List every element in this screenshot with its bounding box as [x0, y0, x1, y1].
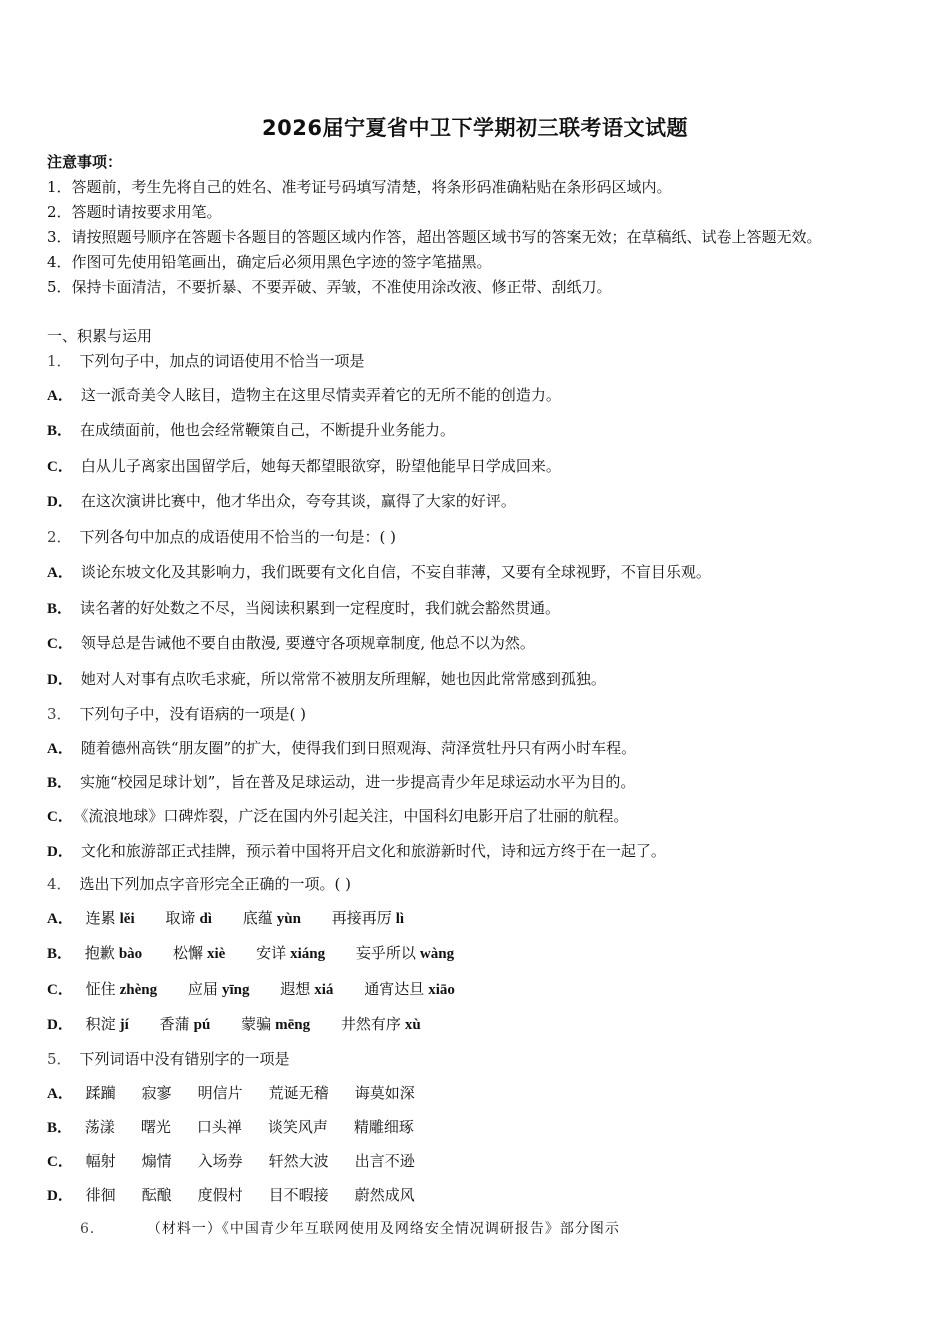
question-1-stem [47, 351, 365, 371]
term [188, 979, 250, 1000]
question-text: 下列句子中，加点的词语使用不恰当一项是 [79, 352, 365, 370]
word: 蹂躏 [85, 1084, 116, 1102]
word: 出言不逊 [354, 1152, 415, 1170]
q4-option-c[interactable] [47, 979, 481, 1000]
term-word: 井然有序 [340, 1015, 401, 1033]
option-text: 这一派奇美令人眩目，造物主在这里尽情卖弄着它的无所不能的创造力。 [80, 386, 561, 404]
term-word: 蒙骗 [241, 1015, 272, 1033]
term-word: 遐想 [280, 980, 311, 998]
term [341, 1014, 421, 1035]
term-pinyin: pú [193, 1017, 211, 1033]
option-text: 文化和旅游部正式挂牌，预示着中国将开启文化和旅游新时代，诗和远方终于在一起了。 [80, 842, 666, 860]
term-word: 香蒲 [159, 1015, 190, 1033]
term-pinyin: yīng [221, 982, 250, 998]
word: 徘徊 [85, 1186, 116, 1204]
word: 轩然大波 [268, 1152, 329, 1170]
option-label: A． [47, 388, 73, 404]
term [241, 1014, 310, 1035]
term [86, 908, 135, 929]
term-word: 通宵达旦 [364, 980, 425, 998]
question-number: 1． [47, 352, 72, 370]
word: 酝酿 [141, 1186, 172, 1204]
term-word: 连累 [85, 909, 116, 927]
term-word: 取谛 [165, 909, 196, 927]
q1-option-c[interactable] [47, 456, 561, 477]
question-text: 下列句子中，没有语病的一项是( ) [79, 705, 307, 723]
word: 明信片 [197, 1084, 243, 1102]
word: 精雕细琢 [353, 1118, 414, 1136]
q3-option-b[interactable] [47, 772, 635, 793]
q3-option-a[interactable] [47, 738, 636, 759]
notice-heading: 注意事项： [47, 153, 123, 171]
question-5-stem [47, 1049, 290, 1069]
word: 蔚然成风 [354, 1186, 415, 1204]
option-text: 谈论东坡文化及其影响力，我们既要有文化自信，不妄自菲薄，又要有全球视野，不盲目乐观。 [80, 563, 711, 581]
question-number: 5． [47, 1050, 72, 1068]
q2-option-c[interactable] [47, 633, 535, 654]
term-pinyin: mēng [275, 1017, 311, 1033]
option-label: A． [47, 1086, 73, 1102]
term-word: 再接再厉 [331, 909, 392, 927]
option-label: B． [47, 946, 73, 962]
term-word: 底蕴 [242, 909, 273, 927]
term [165, 908, 212, 929]
notice-item: 4．作图可先使用铅笔画出，确定后必须用黑色字迹的签字笔描黑。 [47, 253, 492, 271]
word: 幅射 [85, 1152, 116, 1170]
option-label: A． [47, 911, 73, 927]
term-pinyin: xiá [314, 982, 334, 998]
q5-option-b[interactable] [47, 1117, 440, 1138]
q1-option-a[interactable] [47, 385, 561, 406]
q3-option-c[interactable] [47, 806, 628, 827]
term-pinyin: lì [395, 911, 405, 927]
term-word: 松懈 [172, 944, 203, 962]
term-word: 怔住 [85, 980, 116, 998]
word: 荡漾 [84, 1118, 115, 1136]
option-label: B． [47, 775, 73, 791]
question-text: 选出下列加点字音形完全正确的一项。( ) [79, 875, 352, 893]
option-text: 《流浪地球》口碑炸裂，广泛在国内外引起关注，中国科幻电影开启了壮丽的航程。 [80, 807, 629, 825]
option-label: B． [47, 601, 73, 617]
q4-option-a[interactable] [47, 908, 430, 929]
notice-item: 5．保持卡面清洁，不要折暴、不要弄破、弄皱，不准使用涂改液、修正带、刮纸刀。 [47, 278, 612, 296]
term-pinyin: wàng [419, 946, 455, 962]
q2-option-d[interactable] [47, 669, 606, 690]
word: 入场券 [197, 1152, 243, 1170]
option-text: 读名著的好处数之不尽，当阅读积累到一定程度时，我们就会豁然贯通。 [80, 599, 561, 617]
term-pinyin: xiāo [428, 982, 455, 998]
q4-option-b[interactable] [47, 943, 480, 964]
term [356, 943, 454, 964]
q4-option-d[interactable] [47, 1014, 447, 1035]
q5-option-d[interactable] [47, 1185, 441, 1206]
page-title: 2026届宁夏省中卫下学期初三联考语文试题 [262, 116, 688, 140]
term [86, 979, 158, 1000]
q3-option-d[interactable] [47, 841, 666, 862]
option-label: C． [47, 459, 73, 475]
question-text: 下列词语中没有错别字的一项是 [79, 1050, 290, 1068]
q2-option-b[interactable] [47, 598, 560, 619]
term-pinyin: xiáng [290, 946, 326, 962]
q5-option-a[interactable] [47, 1083, 441, 1104]
option-label: B． [47, 423, 73, 439]
term-word: 积淀 [85, 1015, 116, 1033]
term [364, 979, 455, 1000]
term [332, 908, 404, 929]
option-label: D． [47, 672, 73, 688]
option-label: A． [47, 565, 73, 581]
option-text: 白从儿子离家出国留学后，她每天都望眼欲穿，盼望他能早日学成回来。 [80, 457, 561, 475]
option-text: 随着德州高铁“朋友圈”的扩大，使得我们到日照观海、菏泽赏牡丹只有两小时车程。 [80, 739, 637, 757]
question-number: 6． [80, 1221, 105, 1237]
word: 寂寥 [141, 1084, 172, 1102]
term [160, 1014, 211, 1035]
question-3-stem [47, 704, 306, 724]
term [173, 943, 225, 964]
option-label: C． [47, 636, 73, 652]
term-word: 安详 [256, 944, 287, 962]
option-text: 在这次演讲比赛中，他才华出众，夸夸其谈，赢得了大家的好评。 [80, 492, 516, 510]
term [256, 943, 325, 964]
option-text: 她对人对事有点吹毛求疵，所以常常不被朋友所理解，她也因此常常感到孤独。 [80, 670, 606, 688]
word: 口头禅 [196, 1118, 242, 1136]
option-label: A． [47, 741, 73, 757]
option-text: 在成绩面前，他也会经常鞭策自己，不断提升业务能力。 [80, 421, 456, 439]
q1-option-d[interactable] [47, 491, 516, 512]
term [243, 908, 301, 929]
term-pinyin: zhèng [119, 982, 158, 998]
term-pinyin: dì [199, 911, 212, 927]
question-number: 4． [47, 875, 72, 893]
question-2-stem [47, 527, 396, 547]
word: 诲莫如深 [354, 1084, 415, 1102]
notice-item: 1．答题前，考生先将自己的姓名、准考证号码填写清楚，将条形码准确粘贴在条形码区域内。 [47, 178, 672, 196]
term-pinyin: yùn [276, 911, 301, 927]
term [86, 1014, 129, 1035]
option-text: 实施“校园足球计划”，旨在普及足球运动，进一步提高青少年足球运动水平为目的。 [80, 773, 636, 791]
option-label: D． [47, 494, 73, 510]
word: 曙光 [140, 1118, 171, 1136]
question-4-stem [47, 874, 351, 894]
term-pinyin: lěi [119, 911, 135, 927]
term [85, 943, 142, 964]
option-label: C． [47, 809, 73, 825]
question-text: （材料一）《中国青少年互联网使用及网络安全情况调研报告》部分图示 [146, 1221, 620, 1237]
question-number: 2． [47, 528, 72, 546]
question-6-stem [80, 1219, 620, 1239]
option-label: D． [47, 1017, 73, 1033]
notice-item: 2．答题时请按要求用笔。 [47, 203, 222, 221]
term-pinyin: xiè [206, 946, 226, 962]
term [280, 979, 333, 1000]
option-label: C． [47, 1154, 73, 1170]
term-word: 抱歉 [84, 944, 115, 962]
word: 煽情 [141, 1152, 172, 1170]
option-label: D． [47, 1188, 73, 1204]
word: 谈笑风声 [267, 1118, 328, 1136]
option-label: D． [47, 844, 73, 860]
question-text: 下列各句中加点的成语使用不恰当的一句是：( ) [79, 528, 397, 546]
q1-option-b[interactable] [47, 420, 455, 441]
option-label: B． [47, 1120, 73, 1136]
section-heading: 一、积累与运用 [47, 327, 153, 345]
notice-item: 3．请按照题号顺序在答题卡各题目的答题区域内作答，超出答题区域书写的答案无效；在草稿纸、试卷上答题无效。 [47, 228, 822, 246]
term-word: 应届 [187, 980, 218, 998]
term-pinyin: bào [118, 946, 143, 962]
q5-option-c[interactable] [47, 1151, 441, 1172]
word: 度假村 [197, 1186, 243, 1204]
word: 目不暇接 [268, 1186, 329, 1204]
term-pinyin: jí [119, 1017, 129, 1033]
q2-option-a[interactable] [47, 562, 711, 583]
question-number: 3． [47, 705, 72, 723]
term-word: 妄乎所以 [355, 944, 416, 962]
option-text: 领导总是告诫他不要自由散漫, 要遵守各项规章制度, 他总不以为然。 [80, 634, 535, 652]
option-label: C． [47, 982, 73, 998]
word: 荒诞无稽 [268, 1084, 329, 1102]
term-pinyin: xù [404, 1017, 421, 1033]
